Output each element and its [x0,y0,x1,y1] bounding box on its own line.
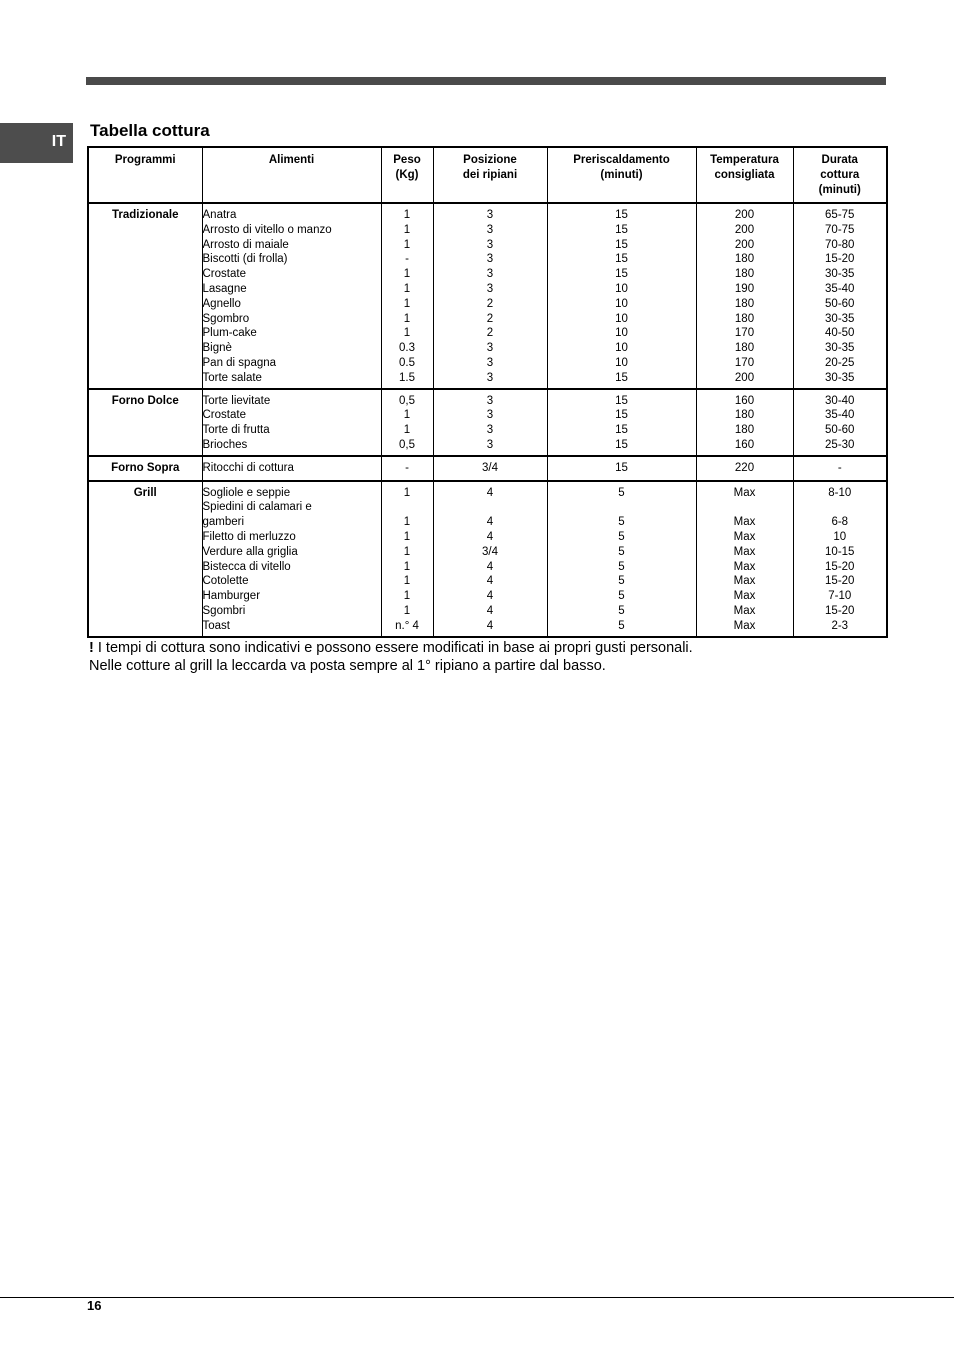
language-code: IT [51,133,66,150]
temperatura-cell: 160 180 180 160 [696,389,793,456]
header-durata: Durata cottura (minuti) [793,147,887,203]
peso-cell: 0,5 1 1 0,5 [381,389,433,456]
header-rule [86,77,886,85]
peso-cell: 1 1 1 1 1 1 1 1 n.° 4 [381,481,433,637]
header-posizione: Posizione dei ripiani [433,147,547,203]
posizione-cell: 3/4 [433,456,547,481]
program-cell: Grill [88,481,202,637]
note-text-1: I tempi di cottura sono indicativi e possono essere modificati in base ai propri gusti personali. [97,640,693,656]
note-line-2: Nelle cotture al grill la leccarda va posta sempre al 1° ripiano a partire dal basso. [89,658,606,674]
program-cell: Forno Sopra [88,456,202,481]
notes [89,639,693,675]
foods-cell: Torte lievitate Crostate Torte di frutta Brioches [202,389,381,456]
preriscaldamento-cell: 15 15 15 15 15 10 10 10 10 10 10 15 [547,203,696,389]
cooking-table [87,146,888,638]
durata-cell: - [793,456,887,481]
table-row [88,456,887,481]
foods-cell: Anatra Arrosto di vitello o manzo Arrosto di maiale Biscotti (di frolla) Crostate Lasagne Agnello Sgombro Plum-cake Bignè Pan di spagna Torte salate [202,203,381,389]
note-line-1 [89,639,693,657]
footer-rule [0,1297,954,1298]
foods-cell: Sogliole e seppie Spiedini di calamari e gamberi Filetto di merluzzo Verdure alla griglia Bistecca di vitello Cotolette Hamburger Sgombri Toast [202,481,381,637]
preriscaldamento-cell: 5 5 5 5 5 5 5 5 5 [547,481,696,637]
temperatura-cell: 220 [696,456,793,481]
header-peso: Peso (Kg) [381,147,433,203]
durata-cell: 65-75 70-75 70-80 15-20 30-35 35-40 50-60 30-35 40-50 30-35 20-25 30-35 [793,203,887,389]
header-temperatura: Temperatura consigliata [696,147,793,203]
warning-mark: ! [89,640,94,656]
preriscaldamento-cell: 15 15 15 15 [547,389,696,456]
program-cell: Tradizionale [88,203,202,389]
temperatura-cell: 200 200 200 180 180 190 180 180 170 180 170 200 [696,203,793,389]
header-programmi: Programmi [88,147,202,203]
foods-cell: Ritocchi di cottura [202,456,381,481]
durata-cell: 30-40 35-40 50-60 25-30 [793,389,887,456]
table-row [88,203,887,389]
peso-cell: - [381,456,433,481]
program-cell: Forno Dolce [88,389,202,456]
preriscaldamento-cell: 15 [547,456,696,481]
posizione-cell: 4 4 4 3/4 4 4 4 4 4 [433,481,547,637]
posizione-cell: 3 3 3 3 3 3 2 2 2 3 3 3 [433,203,547,389]
table-row [88,481,887,637]
language-tab [0,123,73,163]
header-alimenti: Alimenti [202,147,381,203]
posizione-cell: 3 3 3 3 [433,389,547,456]
table-row [88,389,887,456]
page-number: 16 [87,1298,102,1313]
header-preriscaldamento: Preriscaldamento (minuti) [547,147,696,203]
durata-cell: 8-10 6-8 10 10-15 15-20 15-20 7-10 15-20 2-3 [793,481,887,637]
table-header-row [88,147,887,203]
page-title: Tabella cottura [90,121,210,140]
peso-cell: 1 1 1 - 1 1 1 1 1 0.3 0.5 1.5 [381,203,433,389]
temperatura-cell: Max Max Max Max Max Max Max Max Max [696,481,793,637]
